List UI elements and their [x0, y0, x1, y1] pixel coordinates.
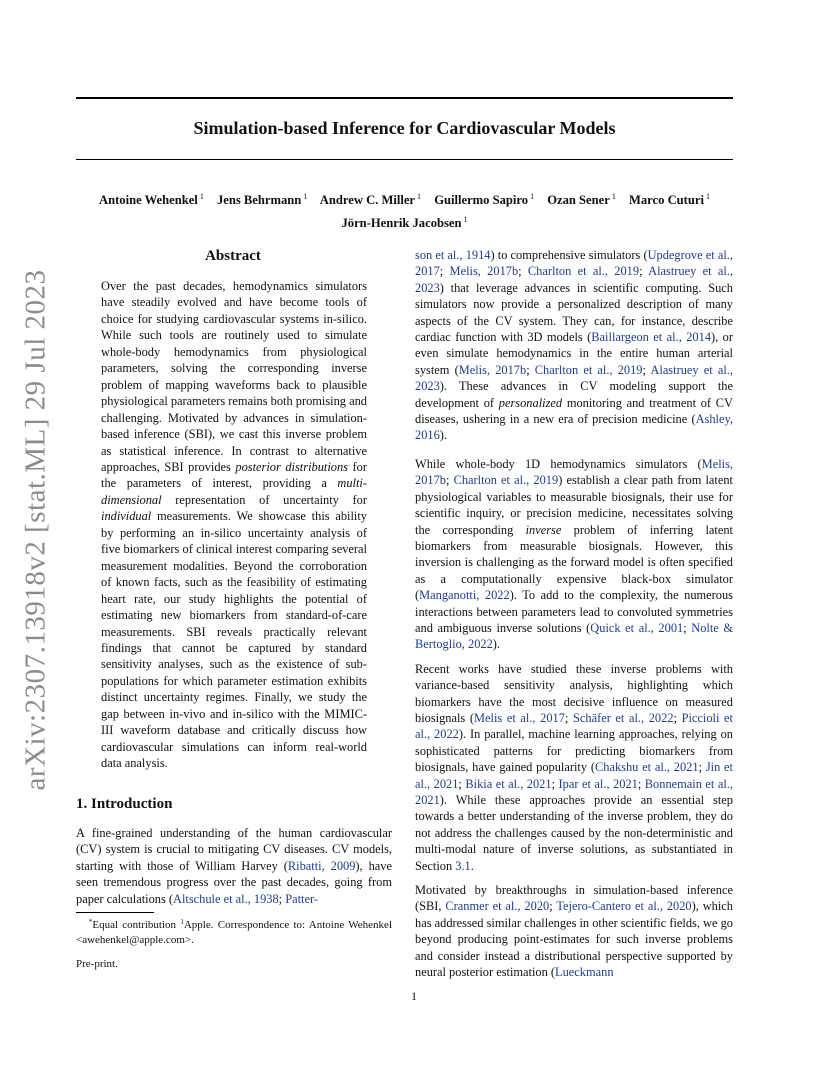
page-number: 1	[411, 989, 417, 1003]
citation-link[interactable]: Updegrove et al., 2017	[415, 248, 733, 279]
abstract-heading: Abstract	[205, 248, 261, 264]
section-reference-link[interactable]: 3.1	[455, 858, 471, 873]
citation-link[interactable]: son et al., 1914	[415, 248, 491, 262]
author: Jens Behrmann $^1$	[216, 192, 308, 207]
right-column	[415, 247, 733, 988]
citation-link[interactable]: Melis, 2017b	[458, 362, 527, 377]
citation-link[interactable]: Patter-	[285, 891, 318, 906]
author: Antoine Wehenkel $^1$	[99, 192, 204, 207]
citation-link[interactable]: Manganotti, 2022	[419, 588, 510, 603]
citation-link[interactable]: Charlton et al., 2019	[534, 362, 643, 377]
body-paragraph: Recent works have studied these inverse problems with variance-based sensitivity analysis, highlighting which biomarkers have the most decisive influence on measured biosignals (Melis et al., 2017; Schäfer et al., 2022; Piccioli et al., 2022). In parallel, machine learning approaches, relying on sophisticated patterns for predicting biomarkers from biosignals, have gained popularity (Chakshu et al., 2021; Jin et al., 2021; Bikia et al., 2021; Ipar et al., 2021; Bonnemain et al., 2021). While these approaches provide an essential step towards a better understanding of the inverse problem, they do not address the challenges caused by the non-deterministic and multi-modal nature of inverse solutions, as substantiated in Section 3.1.	[415, 661, 734, 873]
citation-link[interactable]: Melis, 2017b	[415, 456, 733, 488]
citation-link[interactable]: Tejero-Cantero et al., 2020	[556, 899, 692, 914]
title-top-rule	[76, 97, 733, 99]
arxiv-stamp: arXiv:2307.13918v2 [stat.ML] 29 Jul 2023	[19, 269, 52, 791]
citation-link[interactable]: Jin et al., 2021	[415, 760, 734, 791]
citation-link[interactable]: Piccioli et al., 2022	[415, 710, 733, 742]
citation-link[interactable]: Melis, 2017b	[449, 264, 519, 279]
citation-link[interactable]: Cranmer et al., 2020	[445, 899, 550, 914]
author: Jörn-Henrik Jacobsen $^1$	[341, 215, 468, 230]
introduction-paragraph: A fine-grained understanding of the human cardiovascular (CV) system is crucial to mitigating CV diseases. CV models, starting with those of William Harvey (Ribatti, 2009), have seen tremendous progress over the past decades, going from paper calculations (Altschule et al., 1938; Patter-	[76, 826, 392, 906]
citation-link[interactable]: Quick et al., 2001	[590, 620, 684, 635]
citation-link[interactable]: Schäfer et al., 2022	[572, 710, 674, 725]
citation-link[interactable]: Melis et al., 2017	[474, 710, 565, 725]
paper-title: Simulation-based Inference for Cardiovascular Models	[193, 118, 616, 138]
citation-link[interactable]: Alastruey et al., 2023	[415, 264, 734, 295]
citation-link[interactable]: Nolte & Bertoglio, 2022	[415, 620, 734, 652]
citation-link[interactable]: Lueckmann	[555, 965, 614, 980]
citation-link[interactable]: Bikia et al., 2021	[465, 776, 552, 791]
title-bottom-rule	[76, 159, 733, 160]
citation-link[interactable]: Chakshu et al., 2021	[594, 760, 699, 775]
author: Andrew C. Miller $^1$	[319, 192, 422, 207]
author: Guillermo Sapiro $^1$	[434, 192, 535, 207]
citation-link[interactable]: Baillargeon et al., 2014	[591, 330, 712, 345]
citation-link[interactable]: Charlton et al., 2019	[453, 473, 559, 488]
author: Ozan Sener $^1$	[547, 192, 616, 207]
section-heading-introduction: 1. Introduction	[76, 796, 173, 812]
footnote-rule	[76, 912, 154, 913]
citation-link[interactable]: Alastruey et al., 2023	[415, 362, 733, 394]
citation-link[interactable]: Ribatti, 2009	[287, 858, 356, 873]
footnote: *Equal contribution $^1$Apple. Correspondence to: Antoine Wehenkel <awehenkel@apple.com>.	[76, 918, 392, 946]
abstract-body: Over the past decades, hemodynamics simulators have steadily evolved and have become tools of choice for studying cardiovascular systems in-silico. While such tools are routinely used to simulate whole-body hemodynamics from physiological parameters, solving the corresponding inverse problem of mapping waveforms back to plausible physiological parameters remains both promising and challenging. Motivated by advances in simulation-based inference (SBI), we cast this inverse problem as statistical inference. In contrast to alternative approaches, SBI provides posterior distributions for the parameters of interest, providing a multi-dimensional representation of uncertainty for individual measurements. We showcase this ability by performing an in-silico uncertainty analysis of five biomarkers of clinical interest comparing several measurement modalities. Beyond the corroboration of known facts, such as the feasibility of estimating heart rate, our study highlights the potential of estimating new biomarkers from standard-of-care measurements. SBI reveals practically relevant findings that cannot be captured by standard sensitivity analyses, such as the existence of sub-populations for which parameter estimation exhibits distinct uncertainty regimes. Finally, we study the gap between in-vivo and in-silico with the MIMIC-III waveform database and critically discuss how cardiovascular simulations can inform real-world data analysis.	[101, 279, 367, 771]
author: Marco Cuturi $^1$	[629, 192, 710, 207]
preprint-label: Pre-print.	[76, 958, 118, 970]
citation-link[interactable]: Ashley, 2016	[415, 412, 733, 443]
citation-link[interactable]: Charlton et al., 2019	[527, 264, 640, 279]
body-paragraph: son et al., 1914) to comprehensive simulators (Updegrove et al., 2017; Melis, 2017b; Charlton et al., 2019; Alastruey et al., 2023) that leverage advances in scientific computing. Such simulators now provide a personalized description of many aspects of the CV system. They can, for instance, describe cardiac function with 3D models (Baillargeon et al., 2014), or even simulate hemodynamics in the entire human arterial system (Melis, 2017b; Charlton et al., 2019; Alastruey et al., 2023). These advances in CV modeling support the development of personalized monitoring and treatment of CV diseases, ushering in a new era of precision medicine (Ashley, 2016).	[415, 248, 734, 443]
author-list	[76, 187, 733, 233]
body-paragraph: Motivated by breakthroughs in simulation-based inference (SBI, Cranmer et al., 2020; Tejero-Cantero et al., 2020), which has addressed similar challenges in other scientific fields, we go beyond producing point-estimates for such inverse problems and consider instead a distributional perspective supported by neural posterior estimation (Lueckmann	[415, 883, 733, 980]
citation-link[interactable]: Altschule et al., 1938	[173, 891, 279, 906]
citation-link[interactable]: Ipar et al., 2021	[558, 776, 638, 791]
body-paragraph: While whole-body 1D hemodynamics simulators (Melis, 2017b; Charlton et al., 2019) establish a clear path from latent physiological variables to measurable biosignals, their use for scientific inquiry, or precision medicine, necessitates solving the corresponding inverse problem of inferring latent biomarkers from measurable biosignals. However, this inversion is challenging as the forward model is often specified as a computationally expensive black-box simulator (Manganotti, 2022). To add to the complexity, the numerous interactions between parameters lead to convoluted symmetries and ambiguous inverse solutions (Quick et al., 2001; Nolte & Bertoglio, 2022).	[415, 456, 734, 652]
citation-link[interactable]: Bonnemain et al., 2021	[415, 776, 733, 807]
